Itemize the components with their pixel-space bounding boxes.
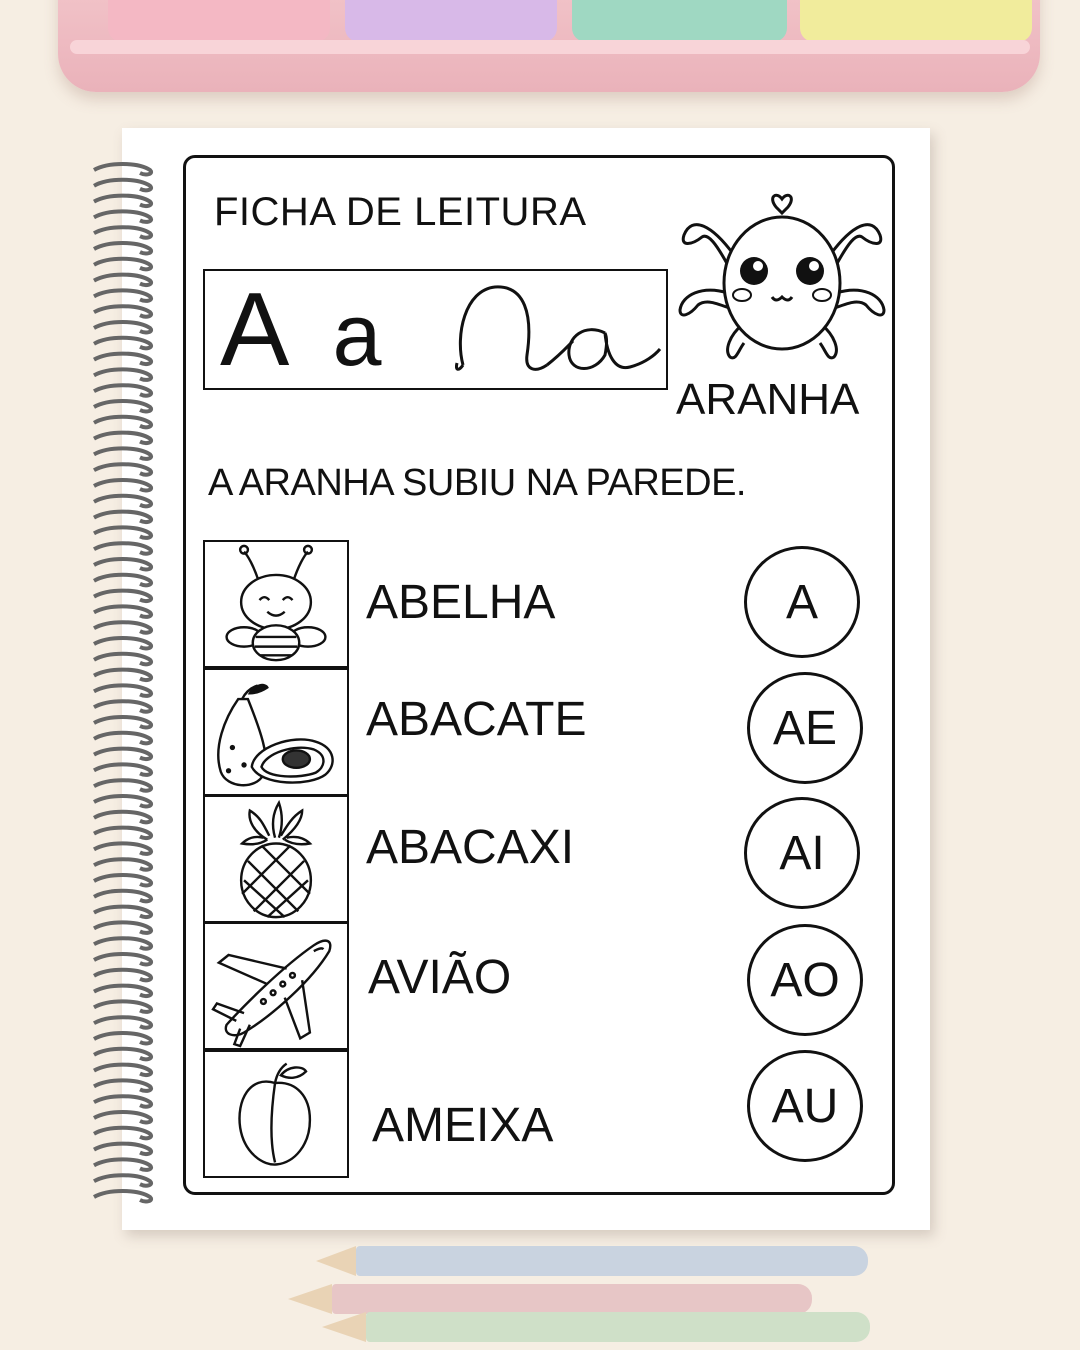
spiral-coil [94,638,151,648]
plum-icon [205,1052,347,1176]
spiral-coil [94,622,151,632]
spiral-coil [94,164,151,174]
letter-upper: A [220,272,284,388]
vowel-circle-au[interactable]: AU [747,1050,863,1162]
spiral-coil [94,1049,151,1059]
spiral-coil [94,401,151,411]
spiral-coil [94,907,151,917]
vowel-circle-ao[interactable]: AO [747,924,863,1036]
vowel-circle-ae[interactable]: AE [747,672,863,784]
spiral-coil [94,275,151,285]
spiral-coil [94,575,151,585]
spiral-coil [94,954,151,964]
spider-icon [672,185,892,365]
picture-box-abelha [203,540,349,668]
spiral-coil [94,1175,151,1185]
spiral-coil [94,780,151,790]
spiral-coil [94,875,151,885]
spiral-coil [94,227,151,237]
spiral-coil [94,338,151,348]
spiral-coil [94,685,151,695]
spiral-coil [94,606,151,616]
spiral-coil [94,1159,151,1169]
spiral-coil [94,1112,151,1122]
spiral-coil [94,670,151,680]
spiral-coil [94,1065,151,1075]
spiral-coil [94,559,151,569]
spiral-coil [94,859,151,869]
spiral-coil [94,1128,151,1138]
spiral-coil [94,1191,151,1201]
tray-rim [70,40,1030,54]
key-word: ARANHA [676,375,860,424]
spiral-coil [94,796,151,806]
spiral-coil [94,922,151,932]
word-aviao: AVIÃO [368,951,512,1004]
spiral-coil [94,1001,151,1011]
spiral-coil [94,986,151,996]
letter-print [220,270,382,395]
spiral-coil [94,417,151,427]
spiral-coil [94,543,151,553]
picture-box-ameixa [203,1050,349,1178]
spiral-coil [94,433,151,443]
spiral-binding [88,160,168,1210]
spiral-coil [94,527,151,537]
yellow-jar [800,0,1032,42]
spiral-coil [94,1080,151,1090]
picture-box-abacaxi [203,795,349,923]
sentence: A ARANHA SUBIU NA PAREDE. [208,462,746,504]
purple-jar [345,0,557,42]
spiral-coil [94,1033,151,1043]
spiral-coil [94,970,151,980]
spiral-coil [94,654,151,664]
word-abelha: ABELHA [366,576,556,629]
spiral-coil [94,290,151,300]
spiral-coil [94,480,151,490]
spiral-coil [94,180,151,190]
word-abacaxi: ABACAXI [366,821,575,874]
letter-lower: a [332,285,382,384]
spiral-coil [94,1144,151,1154]
worksheet-title: FICHA DE LEITURA [214,190,587,234]
green-jar [572,0,787,42]
pink-jar [108,0,330,42]
spiral-coil [94,211,151,221]
picture-box-aviao [203,922,349,1050]
word-ameixa: AMEIXA [372,1099,554,1152]
spiral-coil [94,891,151,901]
spiral-coil [94,764,151,774]
airplane-icon [205,924,347,1048]
spiral-coil [94,259,151,269]
spiral-coil [94,812,151,822]
spiral-coil [94,843,151,853]
spiral-coil [94,496,151,506]
bee-icon [205,542,347,666]
pineapple-icon [205,797,347,921]
spiral-coil [94,733,151,743]
spiral-coil [94,243,151,253]
spiral-coil [94,1096,151,1106]
word-abacate: ABACATE [366,693,587,746]
spiral-coil [94,1017,151,1027]
spiral-coil [94,322,151,332]
spiral-coil [94,749,151,759]
spiral-coil [94,448,151,458]
picture-box-abacate [203,668,349,796]
spiral-coil [94,701,151,711]
spiral-coil [94,464,151,474]
spiral-coil [94,369,151,379]
spiral-coil [94,385,151,395]
vowel-circle-ai[interactable]: AI [744,797,860,909]
avocado-icon [205,670,347,794]
spiral-coil [94,306,151,316]
spiral-coil [94,938,151,948]
spiral-coil [94,354,151,364]
spiral-coil [94,717,151,727]
vowel-circle-a[interactable]: A [744,546,860,658]
spiral-coil [94,512,151,522]
spiral-coil [94,591,151,601]
spiral-coil [94,828,151,838]
cursive-a-icon [455,275,665,385]
spiral-coil [94,196,151,206]
